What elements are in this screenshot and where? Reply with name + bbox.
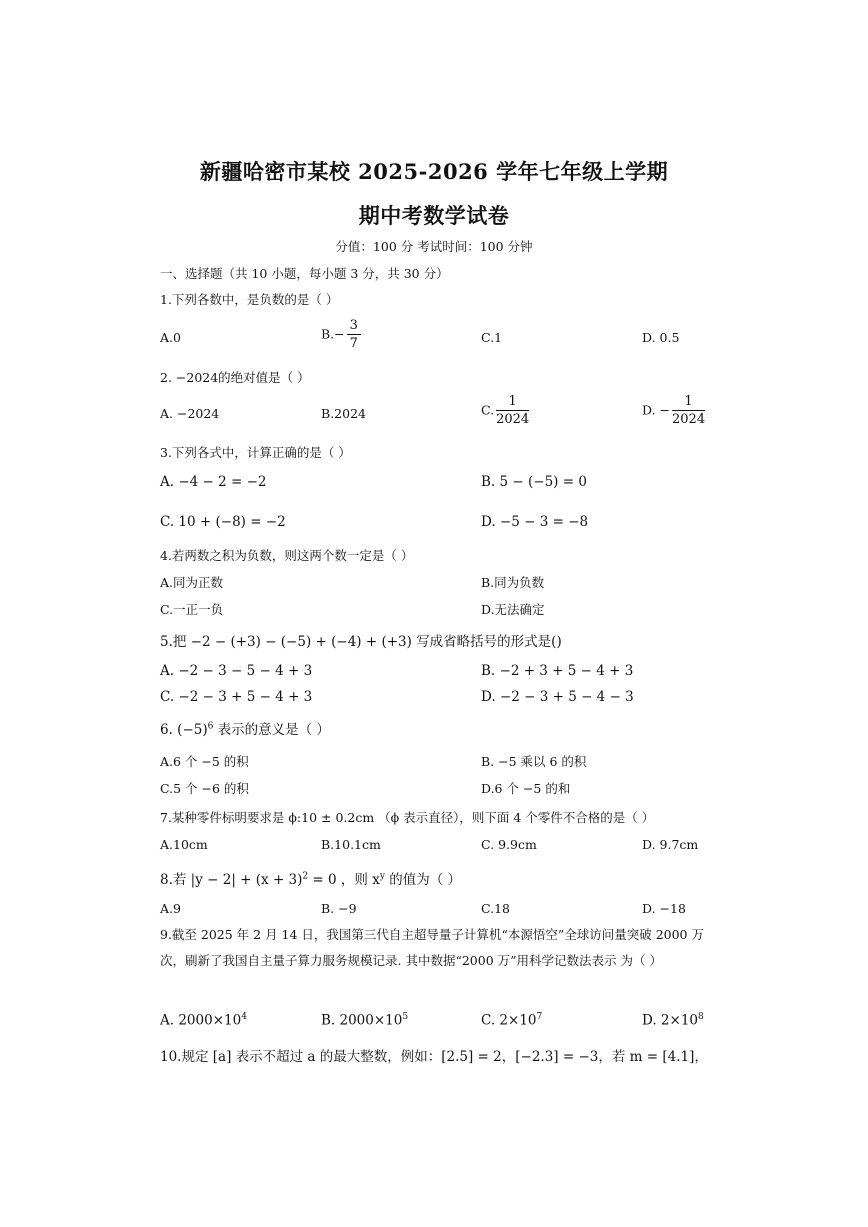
fraction: $\frac{1}{2024}$ [496, 394, 530, 427]
q8-option-a: A.9 [160, 901, 181, 916]
q6-option-a: A.6 个 −5 的积 [160, 754, 249, 769]
q6-option-b: B. −5 乘以 6 的积 [481, 754, 587, 769]
q4-option-d: D.无法确定 [481, 602, 545, 617]
fraction: $\frac{3}{7}$ [347, 318, 361, 352]
q2-option-b: B.2024 [321, 406, 366, 421]
question-8: 8.若 $|y - 2| + (x + 3)^2 = 0$ ，则 $x^y$ 的值为（ ） [160, 871, 462, 888]
q3-option-a: A. −4 − 2 = −2 [160, 474, 267, 490]
q5-option-a: A. −2 − 3 − 5 − 4 + 3 [160, 663, 313, 679]
q7-option-a: A.10cm [160, 837, 208, 852]
fraction: $\frac{1}{2024}$ [672, 394, 706, 427]
q9-option-d: D. $2\times 10^8$ [642, 1012, 704, 1029]
q7-option-d: D. 9.7cm [642, 837, 699, 852]
q9-option-a: A. $2000\times 10^4$ [160, 1012, 247, 1029]
q6-option-c: C.5 个 −6 的积 [160, 781, 249, 796]
q4-option-c: C.一正一负 [160, 602, 224, 617]
q1-option-d: D. 0.5 [642, 330, 680, 345]
q3-option-b: B. 5 − (−5) = 0 [481, 474, 587, 490]
question-3: 3.下列各式中，计算正确的是（ ） [160, 445, 351, 460]
q4-option-b: B.同为负数 [481, 575, 545, 590]
q8-option-c: C.18 [481, 901, 510, 916]
q1-option-b: B.− $\frac{3}{7}$ [321, 318, 363, 352]
q9-option-c: C. $2\times 10^7$ [481, 1012, 543, 1029]
exam-title: 新疆哈密市某校 2025-2026 学年七年级上学期 [199, 159, 669, 184]
q8-option-b: B. −9 [321, 901, 357, 916]
q1-option-a: A.0 [160, 330, 181, 345]
question-10: 10.规定 [a] 表示不超过 a 的最大整数，例如：[2.5] = 2，[−2.3] = −3，若 m = [4.1]， [160, 1049, 708, 1065]
question-5: 5.把 −2 − (+3) − (−5) + (−4) + (+3) 写成省略括号的形式是() [160, 634, 562, 650]
q5-option-d: D. −2 − 3 + 5 − 4 − 3 [481, 689, 634, 705]
q2-option-d: D. − $\frac{1}{2024}$ [642, 394, 706, 427]
question-1: 1.下列各数中，是负数的是（ ） [160, 292, 339, 307]
question-4: 4.若两数之积为负数，则这两个数一定是（ ） [160, 548, 414, 563]
question-7: 7.某种零件标明要求是 ϕ:10 ± 0.2cm （ϕ 表示直径），则下面 4 个零件不合格的是（ ） [160, 810, 655, 825]
q8-option-d: D. −18 [642, 901, 686, 916]
question-9: 9.截至 2025 年 2 月 14 日，我国第三代自主超导量子计算机“本源悟空”全球访问量突破 2000 万次，刷新了我国自主量子算力服务规模记录. 其中数据“2000 万”用科学记数法表示 为（ ） [160, 927, 704, 968]
question-6: 6. $(-5)^6$ 表示的意义是（ ） [160, 721, 330, 738]
q5-option-c: C. −2 − 3 + 5 − 4 + 3 [160, 689, 313, 705]
q9-option-b: B. $2000\times 10^5$ [321, 1012, 409, 1029]
q3-option-c: C. 10 + (−8) = −2 [160, 514, 286, 530]
q7-option-c: C. 9.9cm [481, 837, 537, 852]
exam-subtitle: 期中考数学试卷 [358, 203, 510, 228]
q6-option-d: D.6 个 −5 的和 [481, 781, 571, 796]
q2-option-c: C. $\frac{1}{2024}$ [481, 394, 530, 427]
q3-option-d: D. −5 − 3 = −8 [481, 514, 589, 530]
q5-option-b: B. −2 + 3 + 5 − 4 + 3 [481, 663, 634, 679]
question-2: 2. −2024的绝对值是（ ） [160, 370, 310, 385]
section-heading: 一、选择题（共 10 小题，每小题 3 分，共 30 分） [160, 266, 449, 281]
q1-option-c: C.1 [481, 330, 503, 345]
q7-option-b: B.10.1cm [321, 837, 381, 852]
q2-option-a: A. −2024 [160, 406, 220, 421]
q4-option-a: A.同为正数 [160, 575, 224, 590]
exam-meta: 分值：100 分 考试时间：100 分钟 [335, 239, 533, 254]
